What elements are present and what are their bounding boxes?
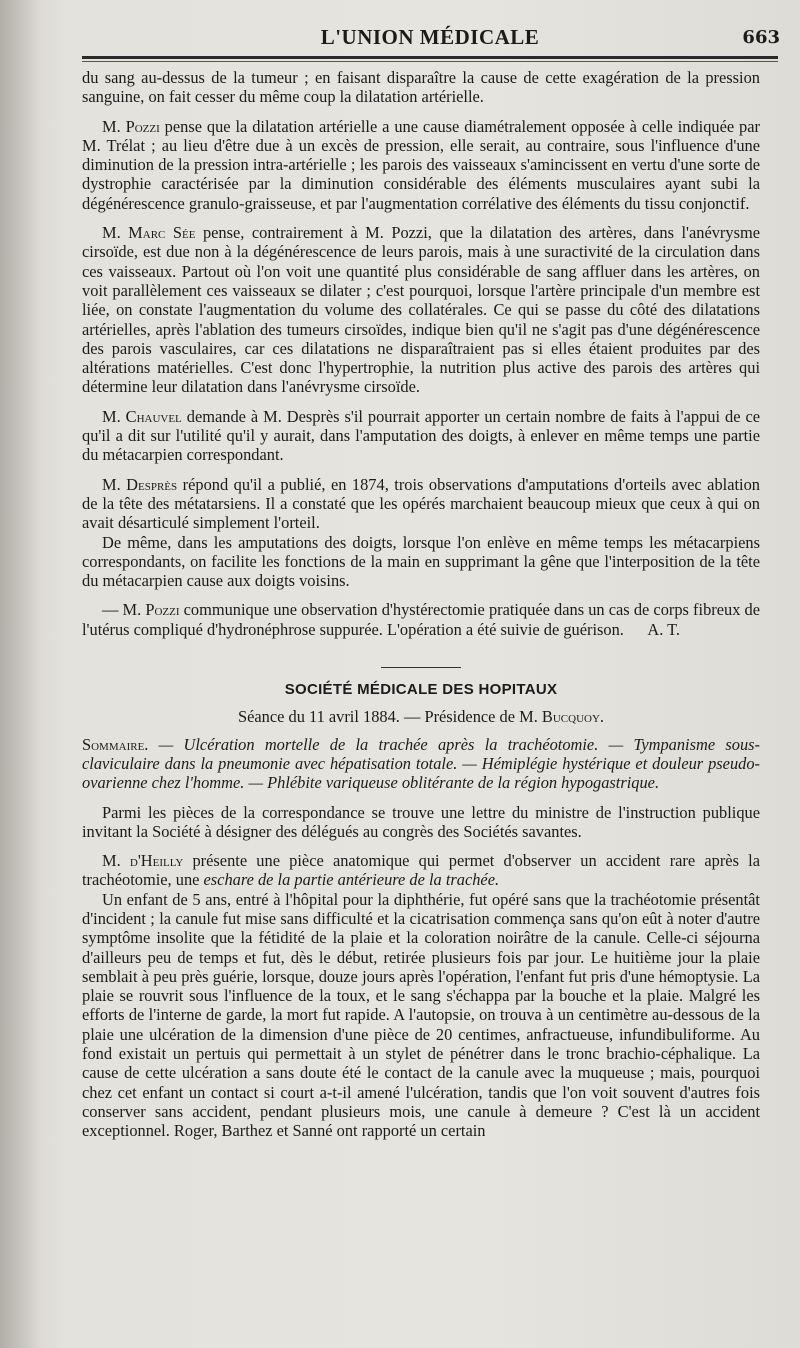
paragraph-despres: [82, 475, 760, 533]
summary-label: Sommaire.: [82, 734, 149, 754]
session-line: Séance du 11 avril 1884. — Présidence de M. Bucquoy.: [237, 707, 605, 727]
speaker-name: M. Pozzi: [102, 116, 160, 136]
signature: A. T.: [647, 619, 680, 639]
header-rule-thin: [82, 61, 778, 62]
paragraph-pozzi-2: [82, 600, 760, 639]
paragraph-text: pense, contrairement à M. Pozzi, que la dilatation des artères, dans l'anévrysme cirsoïde, est due non à la dégénérescence de leurs parois, mais à une suractivité de la circulation dans ces vaisseaux. Partout où l'on voit une quantité plus considérable de sang affluer dans les artères, on voit parallèlement ces vaisseaux se dilater ; c'est pourquoi, lorsque l'artère principale d'un membre est liée, on constate l'augmentation du volume des collatérales. Ce qui se passe du côté des dilatations artérielles, après l'ablation des tumeurs cirsoïdes, indique bien qu'il ne s'agit pas d'une dégénérescence des parois vasculaires, car ces dilatations ne disparaîtraient pas si elles étaient produites par des altérations matérielles. C'est donc l'hypertrophie, la nutrition plus active des parois des artères qui détermine leur dilatation dans l'anévrysme cirsoïde.: [82, 223, 760, 397]
article-body: [82, 68, 760, 1141]
paragraph: du sang au-dessus de la tumeur ; en faisant disparaître la cause de cette exagération de la pression sanguine, on fait cesser du même coup la dilatation artérielle.: [82, 68, 760, 107]
speaker-name: M. Pozzi: [122, 600, 180, 620]
speaker-name: M. Chauvel: [102, 406, 182, 426]
paragraph-heilly: [82, 851, 760, 890]
paragraph-text: pense que la dilatation artérielle a une cause diamétralement opposée à celle indiquée par M. Trélat ; au lieu d'être due à un excès de pression, elle serait, au contraire, sous l'influence d'une diminution de la pression intra-artérielle ; les parois des vaisseaux s'amincissent en vertu d'une sorte de dystrophie caractérisée par la diminution considérable des éléments musculaires ayant subi la dégénérescence granulo-graisseuse, et par l'augmentation corrélative des éléments du tissu conjonctif.: [82, 116, 760, 213]
section-separator: [381, 667, 461, 668]
paragraph-pozzi: [82, 117, 760, 213]
paragraph-chauvel: [82, 407, 760, 465]
paragraph-italic: eschare de la partie antérieure de la trachée.: [203, 870, 500, 890]
paragraph-text: communique une observation d'hystérectomie pratiquée dans un cas de corps fibreux de l'utérus compliqué d'hydronéphrose suppurée. L'opération a été suivie de guérison.: [82, 600, 760, 639]
paragraph-text: présente une pièce anatomique qui permet d'observer un accident rare après la trachéotomie, une: [82, 851, 760, 890]
running-header: [80, 20, 780, 54]
paragraph-see: [82, 223, 760, 397]
president-name: Bucquoy: [541, 707, 600, 727]
speaker-name: M. d'Heilly: [102, 851, 184, 871]
scan-edge-shadow: [0, 0, 40, 1348]
summary: [82, 735, 760, 793]
speaker-name: M. Desprès: [102, 474, 178, 494]
paragraph-correspondance: Parmi les pièces de la correspondance se trouve une lettre du ministre de l'instruction publique invitant la Société à désigner des délégués au congrès des Sociétés savantes.: [82, 802, 760, 841]
dash-prefix: —: [102, 600, 123, 620]
paragraph-despres-cont: De même, dans les amputations des doigts, lorsque l'on enlève en même temps les métacarpiens correspondants, on facilite les fonctions de la main en supprimant la gêne que l'interposition de la tête du métacarpien cause aux doigts voisins.: [82, 532, 760, 591]
paragraph-text: demande à M. Desprès s'il pourrait apporter un certain nombre de faits à l'appui de ce qu'il a dit sur l'utilité qu'il y aurait, dans l'amputation des doigts, à enlever en même temps une partie du métacarpien correspondant.: [82, 406, 760, 465]
page-number: 663: [742, 27, 780, 48]
summary-text: — Ulcération mortelle de la trachée après la trachéotomie. — Tympanisme sous-claviculaire dans la pneumonie avec hépatisation totale. — Hémiplégie hystérique et douleur pseudo-ovarienne chez l'homme. — Phlébite variqueuse oblitérante de la région hypogastrique.: [82, 734, 760, 793]
header-rule: [82, 56, 778, 59]
paragraph-text: répond qu'il a publié, en 1874, trois observations d'amputations d'orteils avec ablation de la tête des métatarsiens. Il a constaté que les opérés marchaient beaucoup mieux que ceux à qui on avait désarticulé simplement l'orteil.: [82, 474, 760, 533]
section-title: SOCIÉTÉ MÉDICALE DES HOPITAUX: [284, 681, 558, 699]
speaker-name: M. Marc Sée: [102, 223, 196, 243]
paragraph-heilly-cont: Un enfant de 5 ans, entré à l'hôpital pour la diphthérie, fut opéré sans que la trachéotomie présentât d'incident ; la canule fut mise sans difficulté et la cicatrisation commença sans qu'on eût à noter d'autre symptôme insolite que la fétidité de la plaie et la coloration noirâtre de la canule. Celle-ci séjourna d'ailleurs peu de temps et fut, dès le début, retirée plusieurs fois par jour. Le huitième jour la plaie semblait à peu près guérie, lorsque, douze jours après l'opération, l'enfant fut pris d'une hémoptysie. La plaie se rouvrit sous l'influence de la toux, et le sang s'échappa par la bouche et la plaie. Malgré les efforts de l'interne de garde, la mort fut rapide. A l'autopsie, on trouva à un centimètre au-dessous de la plaie une ulcération de la dimension d'une pièce de 20 centimes, anfractueuse, infundibuliforme. Au fond existait un pertuis qui permettait à un stylet de pénétrer dans le tronc brachio-céphalique. La cause de cette ulcération a sans doute été le contact de la canule avec la muqueuse ; mais, pourquoi chez cet enfant un contact si court a-t-il amené l'ulcération, tandis que l'on voit souvent d'autres fois conserver sans accident, pendant plusieurs mois, une canule à demeure ? C'est là un accident exceptionnel. Roger, Barthez et Sanné ont rapporté un certain: [82, 889, 760, 1141]
session-text: Séance du 11 avril 1884. — Présidence de M.: [237, 707, 542, 727]
journal-title: L'UNION MÉDICALE: [320, 24, 540, 49]
